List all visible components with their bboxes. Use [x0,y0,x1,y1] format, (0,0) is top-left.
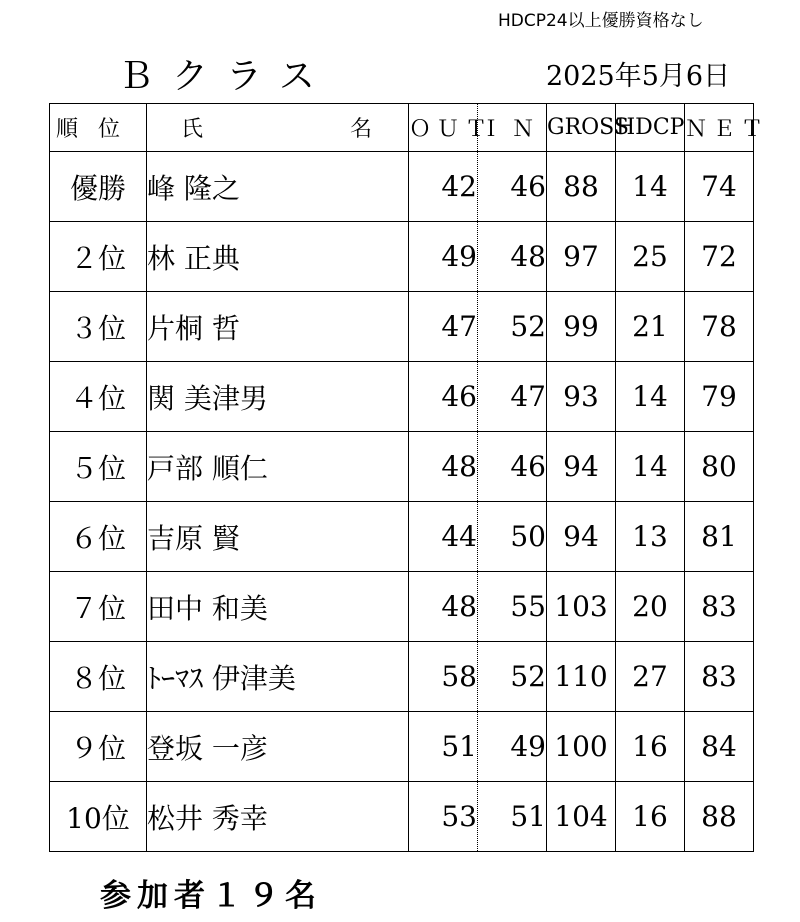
cell-out: 58 [409,642,478,712]
cell-gross: 110 [547,642,616,712]
cell-gross: 103 [547,572,616,642]
cell-hdcp: 16 [616,782,685,852]
header-gross: GROSS [547,104,616,152]
cell-net: 79 [685,362,754,432]
cell-rank: ６位 [50,502,147,572]
cell-hdcp: 14 [616,362,685,432]
cell-out: 47 [409,292,478,362]
cell-name: 片桐 哲 [147,292,409,362]
cell-hdcp: 25 [616,222,685,292]
cell-in: 49 [478,712,547,782]
cell-net: 81 [685,502,754,572]
cell-out: 42 [409,152,478,222]
cell-name: 田中 和美 [147,572,409,642]
cell-in: 46 [478,432,547,502]
cell-hdcp: 14 [616,152,685,222]
cell-out: 49 [409,222,478,292]
results-table [49,103,770,852]
cell-in: 46 [478,152,547,222]
cell-gross: 100 [547,712,616,782]
cell-rank: ３位 [50,292,147,362]
cell-net: 72 [685,222,754,292]
cell-in: 51 [478,782,547,852]
cell-in: 48 [478,222,547,292]
class-title: Ｂクラス [118,56,333,97]
table-row [50,572,754,642]
cell-in: 52 [478,292,547,362]
cell-rank: 優勝 [50,152,147,222]
cell-hdcp: 20 [616,572,685,642]
cell-net: 80 [685,432,754,502]
cell-hdcp: 14 [616,432,685,502]
cell-in: 47 [478,362,547,432]
table-row [50,432,754,502]
header-name-last: 名 [349,117,372,142]
table-row [50,152,754,222]
eligibility-note: HDCP24以上優勝資格なし [498,11,704,31]
cell-rank: ８位 [50,642,147,712]
cell-net: 84 [685,712,754,782]
cell-hdcp: 13 [616,502,685,572]
header-net: ＮＥＴ [685,104,754,152]
participant-count: 参加者１９名 [100,878,322,914]
event-date: 2025年5月6日 [546,61,731,92]
cell-out: 48 [409,432,478,502]
table-row [50,362,754,432]
cell-out: 44 [409,502,478,572]
cell-name: 松井 秀幸 [147,782,409,852]
header-out: ＯＵＴ [409,104,478,152]
cell-out: 53 [409,782,478,852]
header-in: ＩＮ [478,104,547,152]
table-row [50,502,754,572]
cell-gross: 99 [547,292,616,362]
table-row [50,222,754,292]
cell-rank: ９位 [50,712,147,782]
cell-net: 83 [685,642,754,712]
cell-in: 52 [478,642,547,712]
cell-net: 78 [685,292,754,362]
cell-in: 50 [478,502,547,572]
cell-gross: 94 [547,502,616,572]
cell-name: 関 美津男 [147,362,409,432]
cell-net: 88 [685,782,754,852]
cell-out: 46 [409,362,478,432]
table-row [50,712,754,782]
cell-rank: ４位 [50,362,147,432]
cell-net: 74 [685,152,754,222]
cell-gross: 94 [547,432,616,502]
cell-gross: 88 [547,152,616,222]
cell-gross: 97 [547,222,616,292]
cell-hdcp: 27 [616,642,685,712]
cell-name: 戸部 順仁 [147,432,409,502]
cell-hdcp: 21 [616,292,685,362]
header-rank: 順位 [50,104,147,152]
table-header-row [50,104,754,152]
cell-in: 55 [478,572,547,642]
table-row [50,292,754,362]
cell-out: 48 [409,572,478,642]
header-name [147,104,409,152]
cell-rank: ７位 [50,572,147,642]
cell-rank: ５位 [50,432,147,502]
header-name-first: 氏 [181,117,204,142]
results-body [50,152,754,852]
cell-name: 峰 隆之 [147,152,409,222]
cell-name: 登坂 一彦 [147,712,409,782]
table-row [50,782,754,852]
cell-name: 林 正典 [147,222,409,292]
cell-hdcp: 16 [616,712,685,782]
cell-gross: 104 [547,782,616,852]
cell-rank: ２位 [50,222,147,292]
cell-name: 吉原 賢 [147,502,409,572]
cell-gross: 93 [547,362,616,432]
cell-net: 83 [685,572,754,642]
cell-out: 51 [409,712,478,782]
cell-rank: 10位 [50,782,147,852]
table-row [50,642,754,712]
header-hdcp: HDCP [616,104,685,152]
cell-name: ﾄｰﾏｽ 伊津美 [147,642,409,712]
